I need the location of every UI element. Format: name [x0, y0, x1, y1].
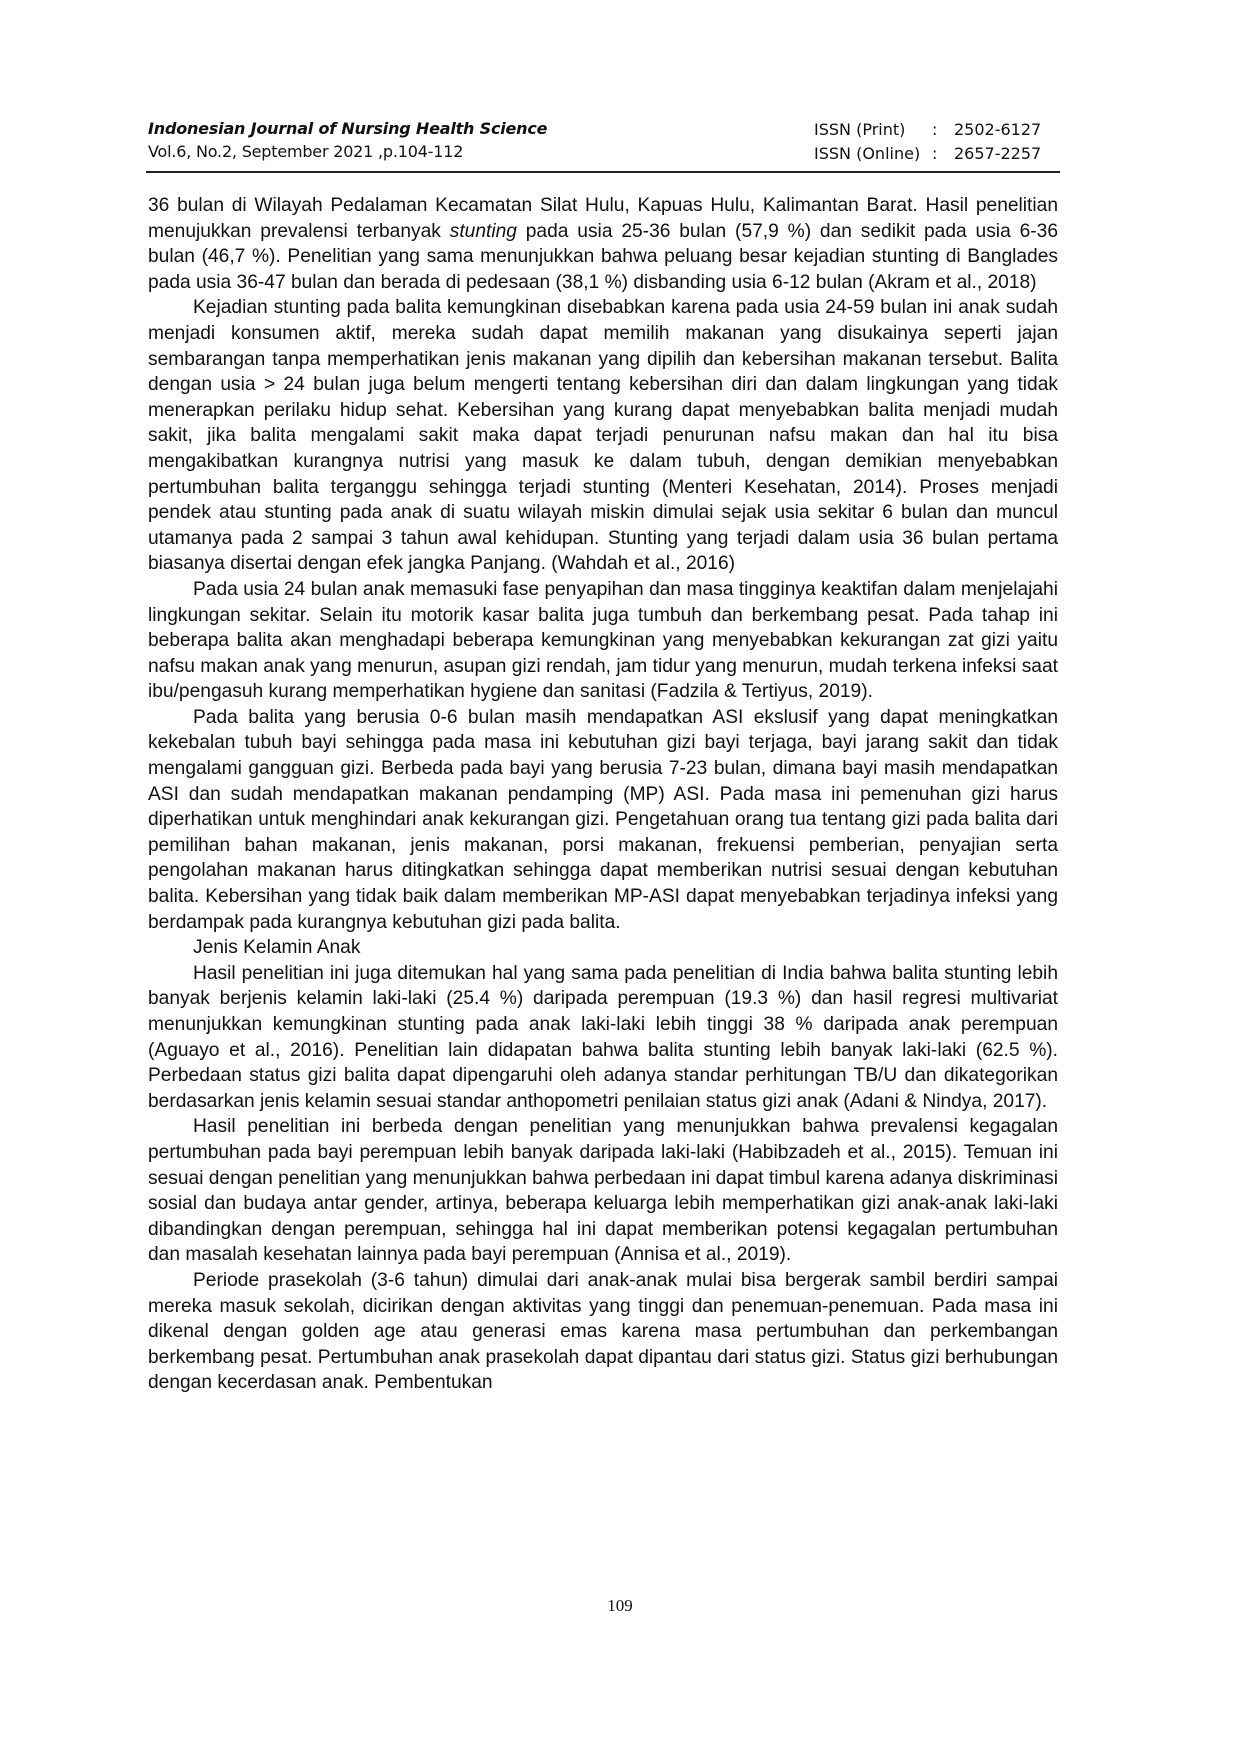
- paragraph: Hasil penelitian ini juga ditemukan hal yang sama pada penelitian di India bahwa balita stunting lebih banyak berjenis kelamin laki-laki (25.4 %) daripada perempuan (19.3 %) dan hasil regresi multivariat menunjukkan kemungkinan stunting pada anak laki-laki lebih tinggi 38 % daripada anak perempuan (Aguayo et al., 2016). Penelitian lain didapatan bahwa balita stunting lebih banyak laki-laki (62.5 %). Perbedaan status gizi balita dapat dipengaruhi oleh adanya standar perhitungan TB/U dan dikategorikan berdasarkan jenis kelamin sesuai standar anthopometri penilaian status gizi anak (Adani & Nindya, 2017).: [148, 962, 1058, 1112]
- paragraph: [148, 193, 1058, 295]
- journal-info: [148, 118, 547, 164]
- issn-online-row: [814, 142, 1041, 166]
- paragraph: Pada balita yang berusia 0-6 bulan masih mendapatkan ASI ekslusif yang dapat meningkatkan kekebalan tubuh bayi sehingga pada masa ini kebutuhan gizi bayi terjaga, bayi jarang sakit dan tidak mengalami gangguan gizi. Berbeda pada bayi yang berusia 7-23 bulan, dimana bayi masih mendapatkan ASI dan sudah mendapatkan makanan pendamping (MP) ASI. Pada masa ini pemenuhan gizi harus diperhatikan untuk menghindari anak kekurangan gizi. Pengetahuan orang tua tentang gizi pada balita dari pemilihan bahan makanan, jenis makanan, porsi makanan, frekuensi pemberian, penyajian serta pengolahan makanan harus ditingkatkan sehingga dapat memberikan nutrisi sesuai dengan kebutuhan balita. Kebersihan yang tidak baik dalam memberikan MP-ASI dapat menyebabkan terjadinya infeksi yang berdampak pada kurangnya kebutuhan gizi pada balita.: [148, 706, 1058, 933]
- paragraph: Periode prasekolah (3-6 tahun) dimulai dari anak-anak mulai bisa bergerak sambil berdiri sampai mereka masuk sekolah, dicirikan dengan aktivitas yang tinggi dan penemuan-penemuan. Pada masa ini dikenal dengan golden age atau generasi emas karena masa pertumbuhan dan perkembangan berkembang pesat. Pertumbuhan anak prasekolah dapat dipantau dari status gizi. Status gizi berhubungan dengan kecerdasan anak. Pembentukan: [148, 1269, 1058, 1394]
- paragraph-text: 36 bulan di Wilayah Pedalaman Kecamatan Silat Hulu, Kapuas Hulu, Kalimantan Barat. Hasil penelitian menujukkan prevalensi terbanyak: [148, 195, 1058, 242]
- issn-block: [814, 118, 1041, 166]
- journal-title: Indonesian Journal of Nursing Health Science: [148, 119, 548, 138]
- paragraph: Hasil penelitian ini berbeda dengan penelitian yang menunjukkan bahwa prevalensi kegagalan pertumbuhan pada bayi perempuan lebih banyak daripada laki-laki (Habibzadeh et al., 2015). Temuan ini sesuai dengan penelitian yang menunjukkan bahwa perbedaan ini dapat timbul karena adanya diskriminasi sosial dan budaya antar gender, artinya, beberapa keluarga lebih memperhatikan gizi anak-anak laki-laki dibandingkan dengan perempuan, sehingga hal ini dapat memberikan potensi kegagalan pertumbuhan dan masalah kesehatan lainnya pada bayi perempuan (Annisa et al., 2019).: [148, 1116, 1058, 1266]
- header-rule: [146, 171, 1060, 173]
- issn-print-row: [814, 118, 1041, 142]
- issn-print-value: 2502-6127: [954, 120, 1042, 139]
- article-body: [148, 193, 1058, 1396]
- page-number: 109: [607, 1596, 633, 1615]
- issn-online-label: ISSN (Online): [814, 144, 921, 163]
- section-subheading: Jenis Kelamin Anak: [193, 937, 361, 959]
- italic-term: stunting: [449, 220, 517, 242]
- page-header: [148, 118, 1060, 176]
- issn-online-value: 2657-2257: [954, 144, 1042, 163]
- volume-info: Vol.6, No.2, September 2021 ,p.104-112: [148, 142, 464, 161]
- issn-print-separator: :: [932, 120, 938, 139]
- issn-print-label: ISSN (Print): [814, 120, 906, 139]
- issn-online-separator: :: [932, 144, 938, 163]
- paragraph: Kejadian stunting pada balita kemungkinan disebabkan karena pada usia 24-59 bulan ini anak sudah menjadi konsumen aktif, mereka sudah dapat memilih makanan yang disukainya seperti jajan sembarangan tanpa memperhatikan jenis makanan yang dipilih dan kebersihan makanan tersebut. Balita dengan usia > 24 bulan juga belum mengerti tentang kebersihan diri dan dalam lingkungan yang tidak menerapkan perilaku hidup sehat. Kebersihan yang kurang dapat menyebabkan balita menjadi mudah sakit, jika balita mengalami sakit maka dapat terjadi penurunan nafsu makan dan hal itu bisa mengakibatkan kurangnya nutrisi yang masuk ke dalam tubuh, dengan demikian menyebabkan pertumbuhan balita terganggu sehingga terjadi stunting (Menteri Kesehatan, 2014). Proses menjadi pendek atau stunting pada anak di suatu wilayah miskin dimulai sejak usia sekitar 6 bulan dan muncul utamanya pada 2 sampai 3 tahun awal kehidupan. Stunting yang terjadi dalam usia 36 bulan pertama biasanya disertai dengan efek jangka Panjang. (Wahdah et al., 2016): [148, 297, 1058, 575]
- paragraph-text: pada usia 25-36 bulan (57,9 %) dan sedikit pada usia 6-36 bulan (46,7 %). Penelitian yang sama menunjukkan bahwa peluang besar kejadian stunting di Banglades pada usia 36-47 bulan dan berada di pedesaan (38,1 %) disbanding usia 6-12 bulan (Akram et al., 2018): [148, 220, 1058, 293]
- paragraph: Pada usia 24 bulan anak memasuki fase penyapihan dan masa tingginya keaktifan dalam menjelajahi lingkungan sekitar. Selain itu motorik kasar balita juga tumbuh dan berkembang pesat. Pada tahap ini beberapa balita akan menghadapi beberapa kemungkinan yang menyebabkan kekurangan zat gizi yaitu nafsu makan anak yang menurun, asupan gizi rendah, jam tidur yang menurun, mudah terkena infeksi saat ibu/pengasuh kurang memperhatikan hygiene dan sanitasi (Fadzila & Tertiyus, 2019).: [148, 578, 1058, 703]
